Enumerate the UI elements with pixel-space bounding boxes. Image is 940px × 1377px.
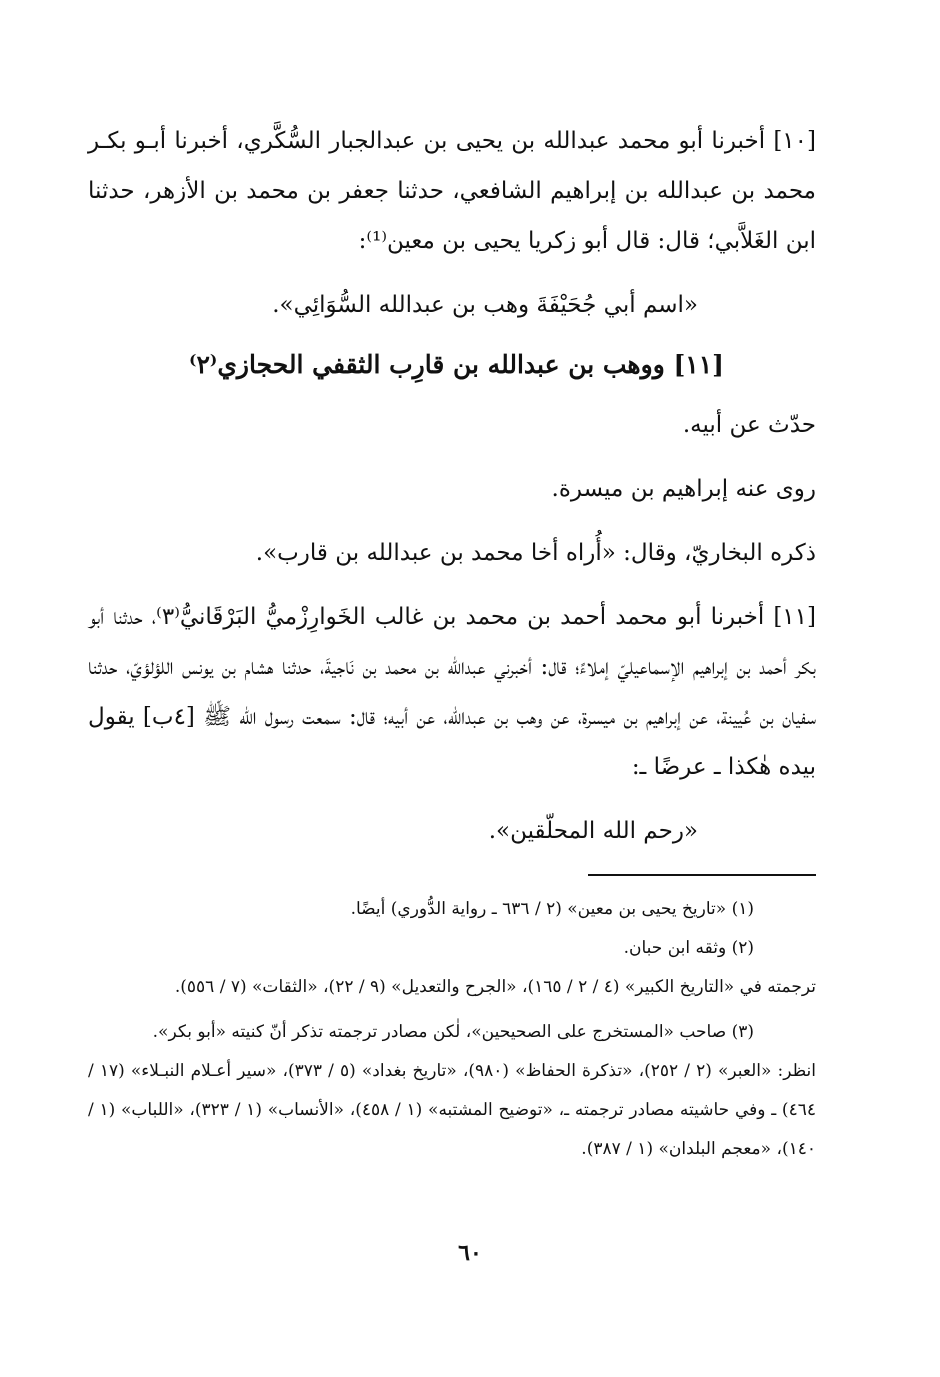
page-number: ٦٠ — [458, 1240, 482, 1266]
entry-heading-11: [١١] ووهب بن عبدالله بن قارِب الثقفي الحجازي⁽٢⁾ — [189, 350, 724, 379]
narrator-line: روى عنه إبراهيم بن ميسرة. — [551, 476, 816, 502]
footnotes — [88, 890, 816, 1169]
footnote-1: (١) «تاريخ يحيى بن معين» (٢ / ٦٣٦ ـ رواية الدُّوري) أيضًا. — [350, 899, 754, 919]
bukhari-line: ذكره البخاريّ، وقال: «أُراه أخا محمد بن عبدالله بن قارب». — [255, 540, 816, 566]
hadith-paragraph-11: [١١] أخبرنا أبو محمد أحمد بن محمد بن غالب الخَوارِزْميُّ البَرْقَانيُّ⁽٣⁾، حدثنا أبو بكر أحمد بن إبراهيم الإسماعيليّ إملاءً؛ قال: أخبرني عبدالله بن محمد بن نَاجيةَ، حدثنا هشام بن يونس اللؤلؤيّ، حدثنا سفيان بن عُيينة، عن إبراهيم بن ميسرة، عن وهب بن عبدالله، عن أبيه؛ قال: سمعت رسول الله ﷺ [٤ب] يقول بيده هٰكذا ـ عرضًا ـ: — [88, 604, 816, 780]
footnote-3-detail: انظر: «العبر» (٢ / ٢٥٢)، «تذكرة الحفاظ» (٩٨٠)، «تاريخ بغداد» (٥ / ٣٧٣)، «سير أعـلام النبـلاء» (١٧ / ٤٦٤) ـ وفي حاشيته مصادر ترجمته ـ، «توضيح المشتبه» (١ / ٤٥٨)، «الأنساب» (١ / ٣٢٣)، «اللباب» (١ / ١٤٠)، «معجم البلدان» (١ / ٣٨٧). — [88, 1061, 816, 1159]
footnote-3: (٣) صاحب «المستخرج على الصحيحين»، لٰكن مصادر ترجمته تذكر أنّ كنيته «أبو بكر». — [152, 1022, 754, 1042]
hadith-paragraph-10: [١٠] أخبرنا أبو محمد عبدالله بن يحيى بن عبدالجبار السُّكَّري، أخبرنا أبـو بكـر محمد بن عبدالله بن إبراهيم الشافعي، حدثنا جعفر بن محمد بن الأزهر، حدثنا ابن الغَلاَّبي؛ قال: قال أبو زكريا يحيى بن معين⁽¹⁾: — [88, 128, 816, 254]
narrated-from-line: حدّث عن أبيه. — [682, 412, 816, 438]
main-text — [88, 116, 816, 856]
quote-10: «اسم أبي جُحَيْفَةَ وهب بن عبدالله السُّوَائِي». — [272, 292, 698, 318]
footnote-2-detail: ترجمته في «التاريخ الكبير» (٤ / ٢ / ١٦٥)، «الجرح والتعديل» (٩ / ٢٢)، «الثقات» (٧ / ٥٥٦). — [174, 977, 816, 997]
quote-11: «رحم الله المحلّقين». — [488, 818, 698, 844]
footnote-separator — [588, 874, 816, 876]
footnote-2: (٢) وثقه ابن حبان. — [623, 938, 754, 958]
